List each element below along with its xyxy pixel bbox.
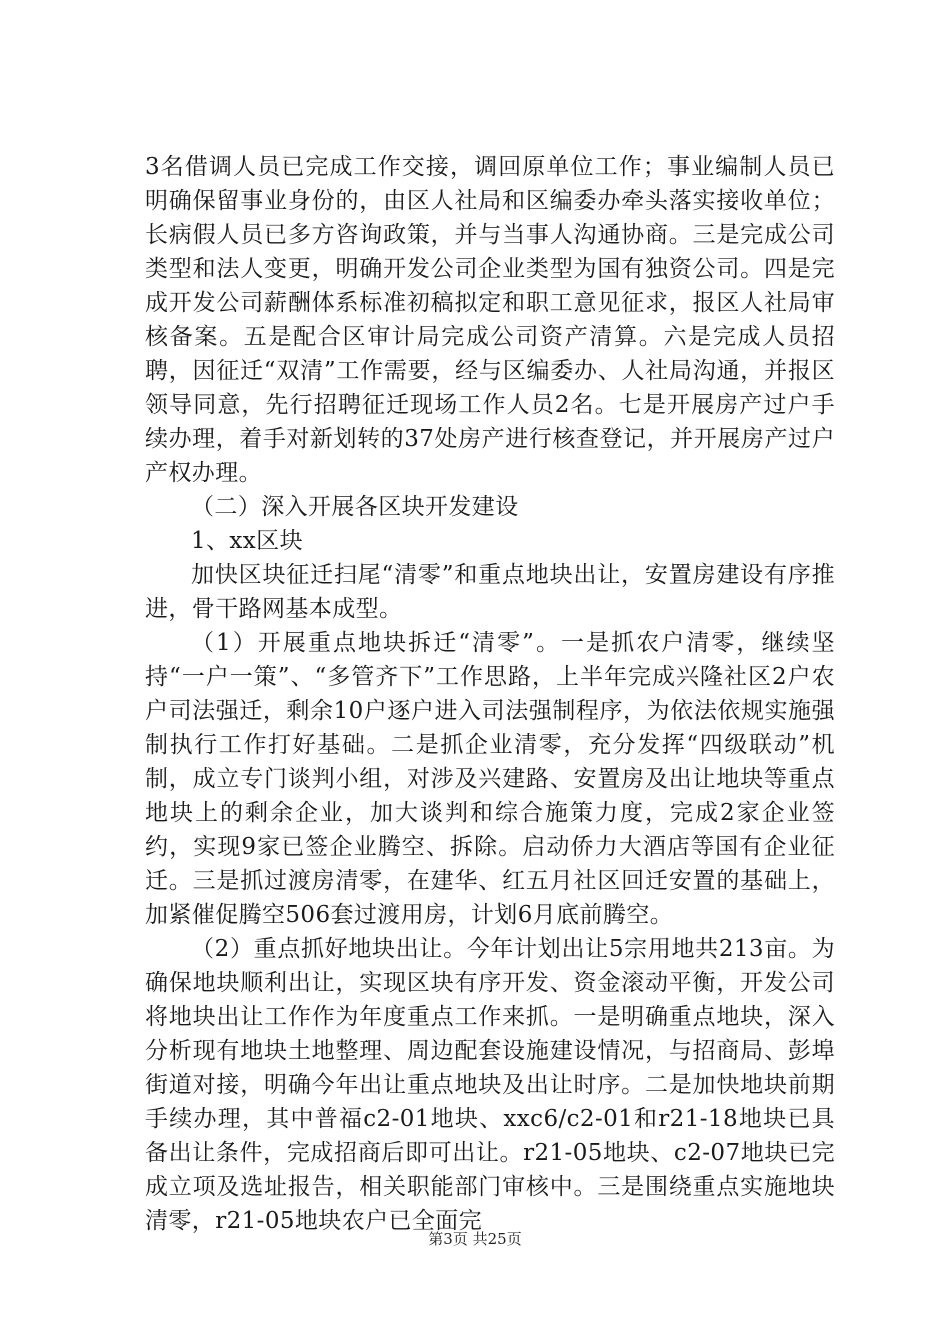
paragraph-intro: 加快区块征迁扫尾“清零”和重点地块出让，安置房建设有序推进，骨干路网基本成型。 <box>145 562 835 622</box>
document-body <box>145 150 835 1238</box>
paragraph-item-1: （1）开展重点地块拆迁“清零”。一是抓农户清零，继续坚持“一户一策”、“多管齐下”工作思路，上半年完成兴隆社区2户农户司法强迁，剩余10户逐户进入司法强制程序，为依法依规实施强制执行工作打好基础。二是抓企业清零，充分发挥“四级联动”机制，成立专门谈判小组，对涉及兴建路、安置房及出让地块等重点地块上的剩余企业，加大谈判和综合施策力度，完成2家企业签约，实现9家已签企业腾空、拆除。启动侨力大酒店等国有企业征迁。三是抓过渡房清零，在建华、红五月社区回迁安置的基础上，加紧催促腾空506套过渡用房，计划6月底前腾空。 <box>145 630 835 928</box>
paragraph-item-2: （2）重点抓好地块出让。今年计划出让5宗用地共213亩。为确保地块顺利出让，实现区块有序开发、资金滚动平衡，开发公司将地块出让工作作为年度重点工作来抓。一是明确重点地块，深入分析现有地块土地整理、周边配套设施建设情况，与招商局、彭埠街道对接，明确今年出让重点地块及出让时序。二是加快地块前期手续办理，其中普福c2-01地块、xxc6/c2-01和r21-18地块已具备出让条件，完成招商后即可出让。r21-05地块、c2-07地块已完成立项及选址报告，相关职能部门审核中。三是围绕重点实施地块清零，r21-05地块农户已全面完 <box>145 936 835 1234</box>
paragraph-continued: 3名借调人员已完成工作交接，调回原单位工作；事业编制人员已明确保留事业身份的，由区人社局和区编委办牵头落实接收单位；长病假人员已多方咨询政策，并与当事人沟通协商。三是完成公司类型和法人变更，明确开发公司企业类型为国有独资公司。四是完成开发公司薪酬体系标准初稿拟定和职工意见征求，报区人社局审核备案。五是配合区审计局完成公司资产清算。六是完成人员招聘，因征迁“双清”工作需要，经与区编委办、人社局沟通，并报区领导同意，先行招聘征迁现场工作人员2名。七是开展房产过户手续办理，着手对新划转的37处房产进行核查登记，并开展房产过户产权办理。 <box>145 154 835 486</box>
section-heading: （二）深入开展各区块开发建设 <box>191 494 519 520</box>
subsection-heading: 1、xx区块 <box>191 528 303 554</box>
page-footer: 第3页 共25页 <box>428 1230 522 1248</box>
